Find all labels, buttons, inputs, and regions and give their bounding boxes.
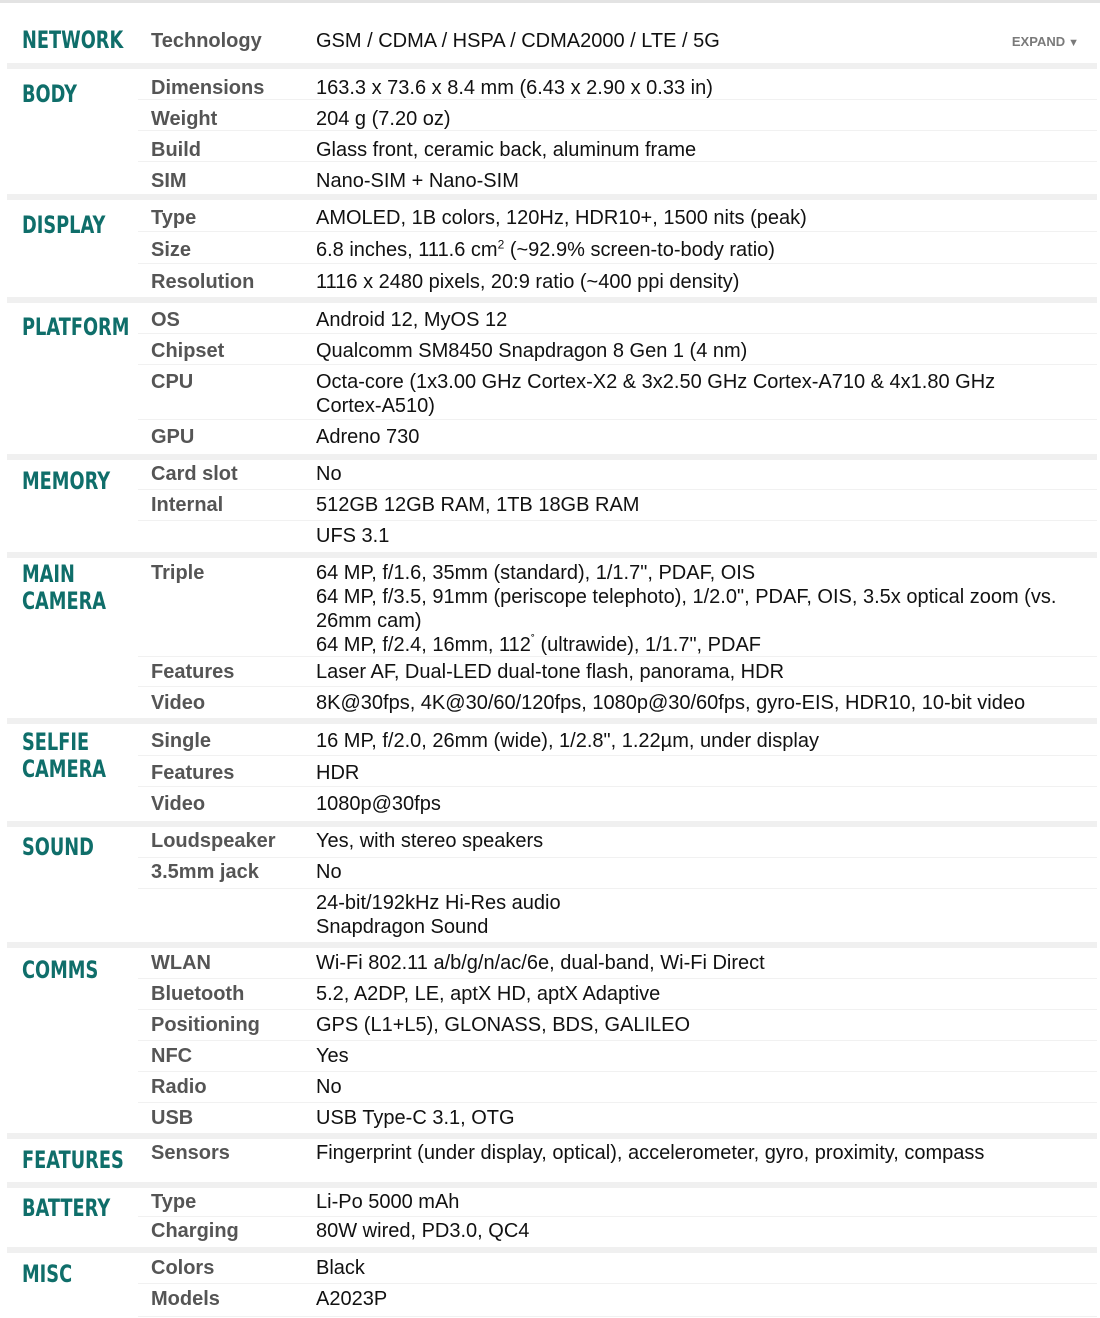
spec-row-models <box>138 1284 1097 1317</box>
spec-label: USB <box>151 1107 194 1129</box>
spec-value: Yes <box>316 1045 349 1067</box>
spec-row-triple <box>138 558 1097 656</box>
spec-value: No <box>316 463 342 485</box>
spec-label: SIM <box>151 170 187 192</box>
row-divider <box>138 520 1097 521</box>
spec-row-build <box>138 131 1097 162</box>
spec-value: Nano-SIM + Nano-SIM <box>316 170 519 192</box>
spec-label: WLAN <box>151 952 211 974</box>
spec-label: Models <box>151 1288 220 1310</box>
spec-label: Size <box>151 239 192 261</box>
section-main-camera <box>7 558 1097 718</box>
row-divider <box>138 656 1097 657</box>
spec-row-charging <box>138 1217 1097 1247</box>
spec-row-storage-type <box>138 522 1097 552</box>
spec-row-colors <box>138 1253 1097 1284</box>
spec-value: USB Type-C 3.1, OTG <box>316 1107 515 1129</box>
expand-button[interactable] <box>1012 34 1079 51</box>
spec-label: OS <box>151 309 180 331</box>
camera-lens-line: 64 MP, f/2.4, 16mm, 112˚ (ultrawide), 1/1.7", PDAF <box>316 632 762 656</box>
spec-value: 80W wired, PD3.0, QC4 <box>316 1220 530 1242</box>
specs-table <box>7 3 1097 1317</box>
section-title-battery: BATTERY <box>22 1194 111 1222</box>
chevron-down-icon: ▼ <box>1068 37 1079 49</box>
spec-label: Sensors <box>151 1142 230 1164</box>
spec-value: Glass front, ceramic back, aluminum frame <box>316 139 697 161</box>
spec-row-audio-extra <box>138 889 1097 942</box>
spec-row-technology <box>138 3 1097 63</box>
spec-label: Charging <box>151 1220 239 1242</box>
spec-row-nfc <box>138 1041 1097 1072</box>
spec-label: GPU <box>151 426 195 448</box>
spec-value: A2023P <box>316 1288 388 1310</box>
spec-value: 1116 x 2480 pixels, 20:9 ratio (~400 ppi density) <box>316 271 740 293</box>
spec-label: 3.5mm jack <box>151 861 259 883</box>
spec-value: Octa-core (1x3.00 GHz Cortex-X2 & 3x2.50 GHz Cortex-A710 & 4x1.80 GHz Cortex-A510) <box>316 371 996 417</box>
spec-value: 1080p@30fps <box>316 793 441 815</box>
section-title-memory: MEMORY <box>22 467 111 495</box>
spec-label: Video <box>151 692 206 714</box>
spec-value: 204 g (7.20 oz) <box>316 108 451 130</box>
section-body <box>7 69 1097 194</box>
section-platform <box>7 303 1097 454</box>
spec-value: No <box>316 1076 342 1098</box>
section-title-misc: MISC <box>22 1260 73 1288</box>
spec-row-os <box>138 303 1097 334</box>
spec-value: Li-Po 5000 mAh <box>316 1191 460 1213</box>
spec-row-cpu <box>138 365 1097 420</box>
section-title-features: FEATURES <box>22 1146 124 1174</box>
spec-row-main-features <box>138 656 1097 687</box>
spec-value: AMOLED, 1B colors, 120Hz, HDR10+, 1500 nits (peak) <box>316 207 807 229</box>
spec-label: Triple <box>151 562 205 584</box>
spec-label: Build <box>151 139 201 161</box>
section-misc <box>7 1253 1097 1317</box>
spec-value: 512GB 12GB RAM, 1TB 18GB RAM <box>316 494 640 516</box>
spec-value: 6.8 inches, 111.6 $cm^2$ (~92.9% screen-to-body ratio) <box>316 238 775 261</box>
spec-row-main-video <box>138 687 1097 718</box>
spec-label: Internal <box>151 494 224 516</box>
spec-value: Laser AF, Dual-LED dual-tone flash, panorama, HDR <box>316 661 785 683</box>
spec-row-chipset <box>138 334 1097 365</box>
section-features <box>7 1139 1097 1182</box>
spec-row-battery-type <box>138 1188 1097 1217</box>
spec-row-resolution <box>138 264 1097 297</box>
spec-label: Video <box>151 793 206 815</box>
spec-row-wlan <box>138 948 1097 979</box>
spec-value: GSM / CDMA / HSPA / CDMA2000 / LTE / 5G <box>316 30 720 52</box>
spec-value: Android 12, MyOS 12 <box>316 309 508 331</box>
spec-value: Black <box>316 1257 365 1279</box>
spec-row-selfie-single <box>138 724 1097 756</box>
section-title-comms: COMMS <box>22 956 99 984</box>
spec-value: 8K@30fps, 4K@30/60/120fps, 1080p@30/60fps, gyro-EIS, HDR10, 10-bit video <box>316 692 1026 714</box>
spec-row-display-size <box>138 232 1097 264</box>
spec-label: Weight <box>151 108 218 130</box>
spec-label: Type <box>151 207 197 229</box>
spec-row-selfie-video <box>138 787 1097 821</box>
spec-value: 5.2, A2DP, LE, aptX HD, aptX Adaptive <box>316 983 661 1005</box>
section-title-platform: PLATFORM <box>22 313 130 341</box>
spec-label: Loudspeaker <box>151 830 276 852</box>
spec-label: Positioning <box>151 1014 260 1036</box>
spec-label: Single <box>151 730 212 752</box>
section-memory <box>7 460 1097 552</box>
spec-label: Chipset <box>151 340 225 362</box>
expand-label: EXPAND <box>1011 34 1066 49</box>
spec-row-radio <box>138 1072 1097 1103</box>
spec-value: Yes, with stereo speakers <box>316 830 544 852</box>
spec-row-weight <box>138 100 1097 131</box>
row-divider <box>138 1316 1097 1317</box>
spec-row-gpu <box>138 420 1097 454</box>
spec-row-loudspeaker <box>138 827 1097 858</box>
spec-row-sensors <box>138 1139 1097 1182</box>
spec-label: Colors <box>151 1257 215 1279</box>
spec-value: GPS (L1+L5), GLONASS, BDS, GALILEO <box>316 1014 691 1036</box>
camera-lens-line: 64 MP, f/3.5, 91mm (periscope telephoto), 1/2.0", PDAF, OIS, 3.5x optical zoom (vs. 26mm cam) <box>316 586 1057 632</box>
section-comms <box>7 948 1097 1133</box>
spec-row-card-slot <box>138 460 1097 491</box>
section-battery <box>7 1188 1097 1247</box>
spec-label: Type <box>151 1191 197 1213</box>
spec-label: Features <box>151 661 235 683</box>
section-sound <box>7 827 1097 942</box>
spec-value: 16 MP, f/2.0, 26mm (wide), 1/2.8", 1.22µm, under display <box>316 730 819 752</box>
spec-label: CPU <box>151 371 194 393</box>
spec-row-bluetooth <box>138 979 1097 1010</box>
spec-label: Resolution <box>151 271 255 293</box>
section-title-sound: SOUND <box>22 833 94 861</box>
section-title-body: BODY <box>22 80 77 108</box>
spec-value: UFS 3.1 <box>316 525 390 547</box>
spec-label: NFC <box>151 1045 193 1067</box>
spec-value: Qualcomm SM8450 Snapdragon 8 Gen 1 (4 nm) <box>316 340 748 362</box>
spec-value: Adreno 730 <box>316 426 420 448</box>
spec-row-headphone-jack <box>138 858 1097 889</box>
spec-row-selfie-features <box>138 756 1097 787</box>
spec-label: Features <box>151 762 235 784</box>
spec-value: No <box>316 861 342 883</box>
section-display <box>7 200 1097 297</box>
spec-row-dimensions <box>138 69 1097 100</box>
section-title-selfie-camera: SELFIE CAMERA <box>22 728 107 783</box>
section-title-display: DISPLAY <box>22 211 106 239</box>
spec-label: Dimensions <box>151 77 265 99</box>
section-selfie-camera <box>7 724 1097 821</box>
spec-row-usb <box>138 1103 1097 1133</box>
camera-lens-line: 64 MP, f/1.6, 35mm (standard), 1/1.7", PDAF, OIS <box>316 562 756 584</box>
spec-value: Wi-Fi 802.11 a/b/g/n/ac/6e, dual-band, Wi-Fi Direct <box>316 952 765 974</box>
spec-label: Card slot <box>151 463 238 485</box>
spec-row-positioning <box>138 1010 1097 1041</box>
spec-row-internal <box>138 491 1097 522</box>
spec-label: Technology <box>151 30 262 52</box>
spec-row-display-type <box>138 200 1097 232</box>
spec-label: Radio <box>151 1076 207 1098</box>
section-network <box>7 3 1097 63</box>
row-divider <box>138 489 1097 490</box>
spec-value: 163.3 x 73.6 x 8.4 mm (6.43 x 2.90 x 0.33 in) <box>316 77 713 99</box>
spec-value: Fingerprint (under display, optical), accelerometer, gyro, proximity, compass <box>316 1142 985 1164</box>
spec-row-sim <box>138 162 1097 194</box>
section-title-network: NETWORK <box>22 26 124 54</box>
spec-value: 24-bit/192kHz Hi-Res audio Snapdragon Sound <box>316 892 561 938</box>
section-title-main-camera: MAIN CAMERA <box>22 560 107 615</box>
spec-label: Bluetooth <box>151 983 245 1005</box>
spec-value: HDR <box>316 762 360 784</box>
spec-value <box>316 561 1076 656</box>
